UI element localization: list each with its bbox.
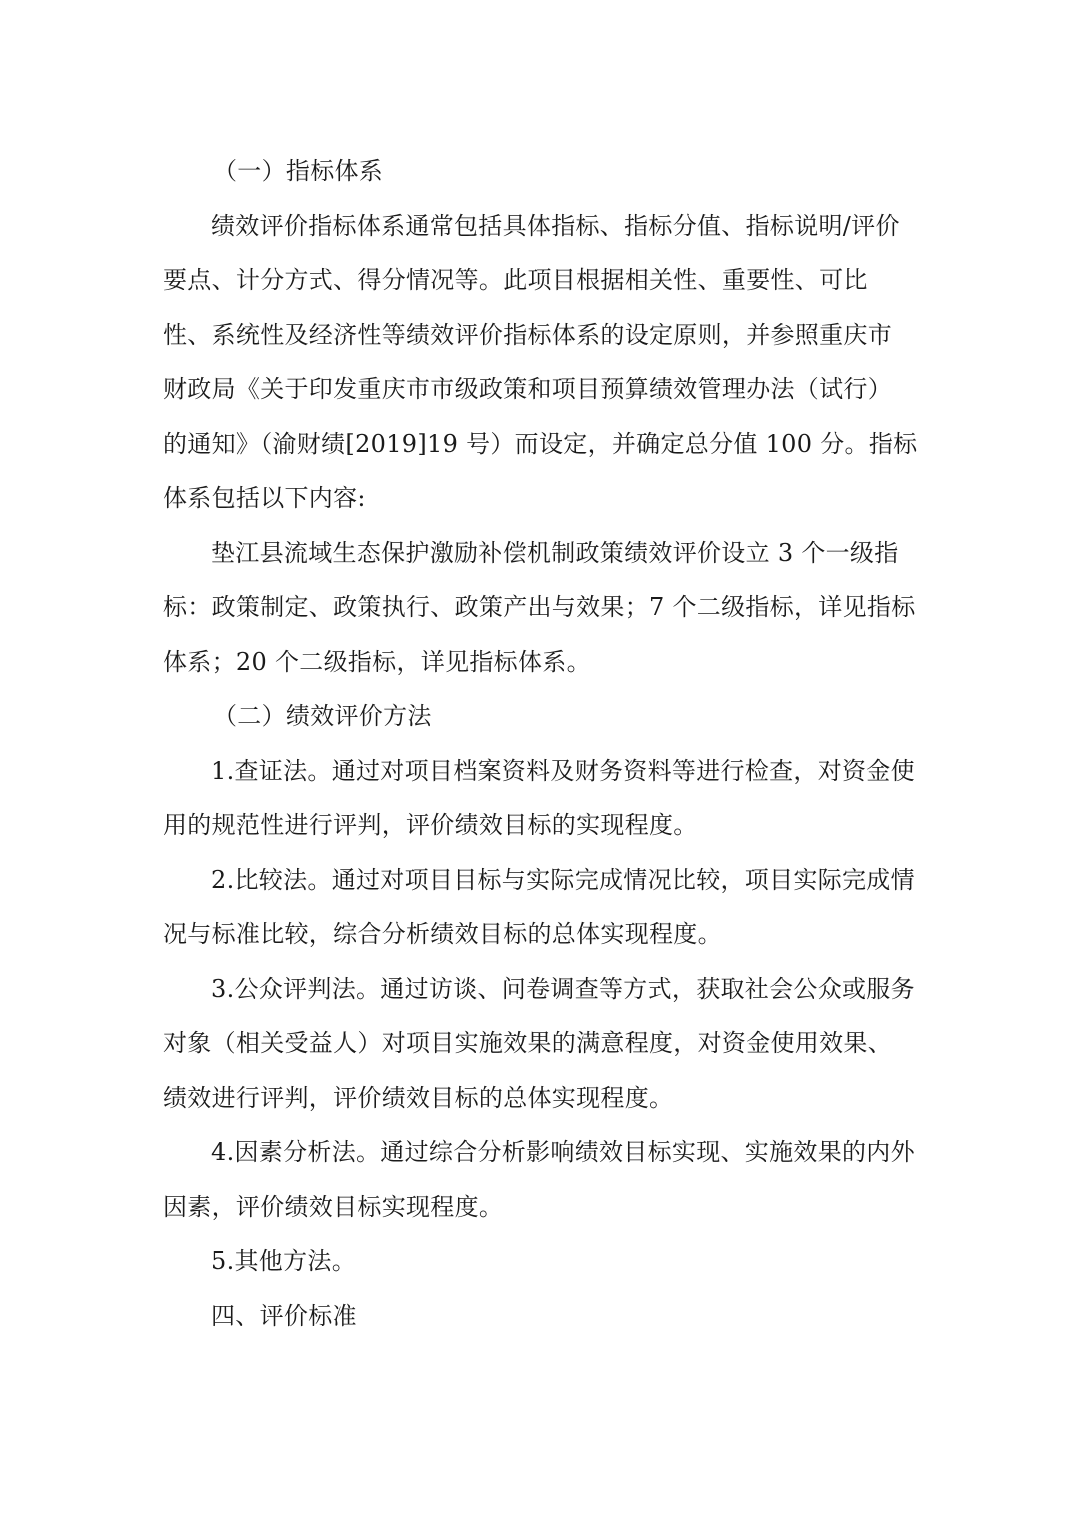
text-line: 5.其他方法。: [211, 1247, 356, 1275]
paragraph-method-2: [163, 853, 915, 962]
text-line: 垫江县流域生态保护激励补偿机制政策绩效评价设立 3 个一级指: [211, 538, 899, 567]
text-line: 4.因素分析法。通过综合分析影响绩效目标实现、实施效果的内外: [211, 1138, 915, 1166]
text-line: 标：政策制定、政策执行、政策产出与效果；7 个二级指标，详见指标: [163, 593, 916, 621]
text-line: 对象（相关受益人）对项目实施效果的满意程度，对资金使用效果、: [163, 1029, 892, 1057]
section-heading-evaluation-methods: [163, 689, 915, 744]
text-line: 财政局《关于印发重庆市市级政策和项目预算绩效管理办法（试行）: [163, 375, 892, 403]
paragraph-indicator-system: [163, 199, 918, 526]
text-line: 1.查证法。通过对项目档案资料及财务资料等进行检查，对资金使: [211, 756, 915, 785]
text-line: 况与标准比较，综合分析绩效目标的总体实现程度。: [163, 920, 722, 948]
text-line: 体系；20 个二级指标，详见指标体系。: [163, 647, 591, 676]
text-line: 要点、计分方式、得分情况等。此项目根据相关性、重要性、可比: [163, 266, 868, 294]
text-line: 体系包括以下内容:: [163, 484, 366, 512]
text-line: 绩效评价指标体系通常包括具体指标、指标分值、指标说明/评价: [211, 211, 900, 240]
document-body: [163, 144, 918, 1343]
paragraph-dianjiang-indicators: [163, 526, 915, 690]
heading-text: （一）指标体系: [213, 157, 384, 185]
text-line: 绩效进行评判，评价绩效目标的总体实现程度。: [163, 1083, 674, 1112]
heading-text: 四、评价标准: [211, 1301, 357, 1330]
text-line: 3.公众评判法。通过访谈、问卷调查等方式，获取社会公众或服务: [211, 974, 915, 1003]
paragraph-method-3: [163, 962, 915, 1126]
heading-text: （二）绩效评价方法: [213, 702, 432, 730]
paragraph-method-4: [163, 1125, 915, 1234]
section-heading-indicator-system: [163, 144, 915, 199]
text-line: 性、系统性及经济性等绩效评价指标体系的设定原则，并参照重庆市: [163, 320, 892, 349]
text-line: 用的规范性进行评判，评价绩效目标的实现程度。: [163, 811, 698, 839]
paragraph-method-5: [163, 1234, 915, 1289]
text-line: 因素，评价绩效目标实现程度。: [163, 1192, 504, 1221]
text-line: 2.比较法。通过对项目目标与实际完成情况比较，项目实际完成情: [211, 865, 915, 894]
paragraph-method-1: [163, 744, 915, 853]
section-heading-evaluation-standards: [163, 1289, 915, 1344]
text-line: 的通知》（渝财绩[2019]19 号）而设定，并确定总分值 100 分。指标: [163, 429, 918, 458]
